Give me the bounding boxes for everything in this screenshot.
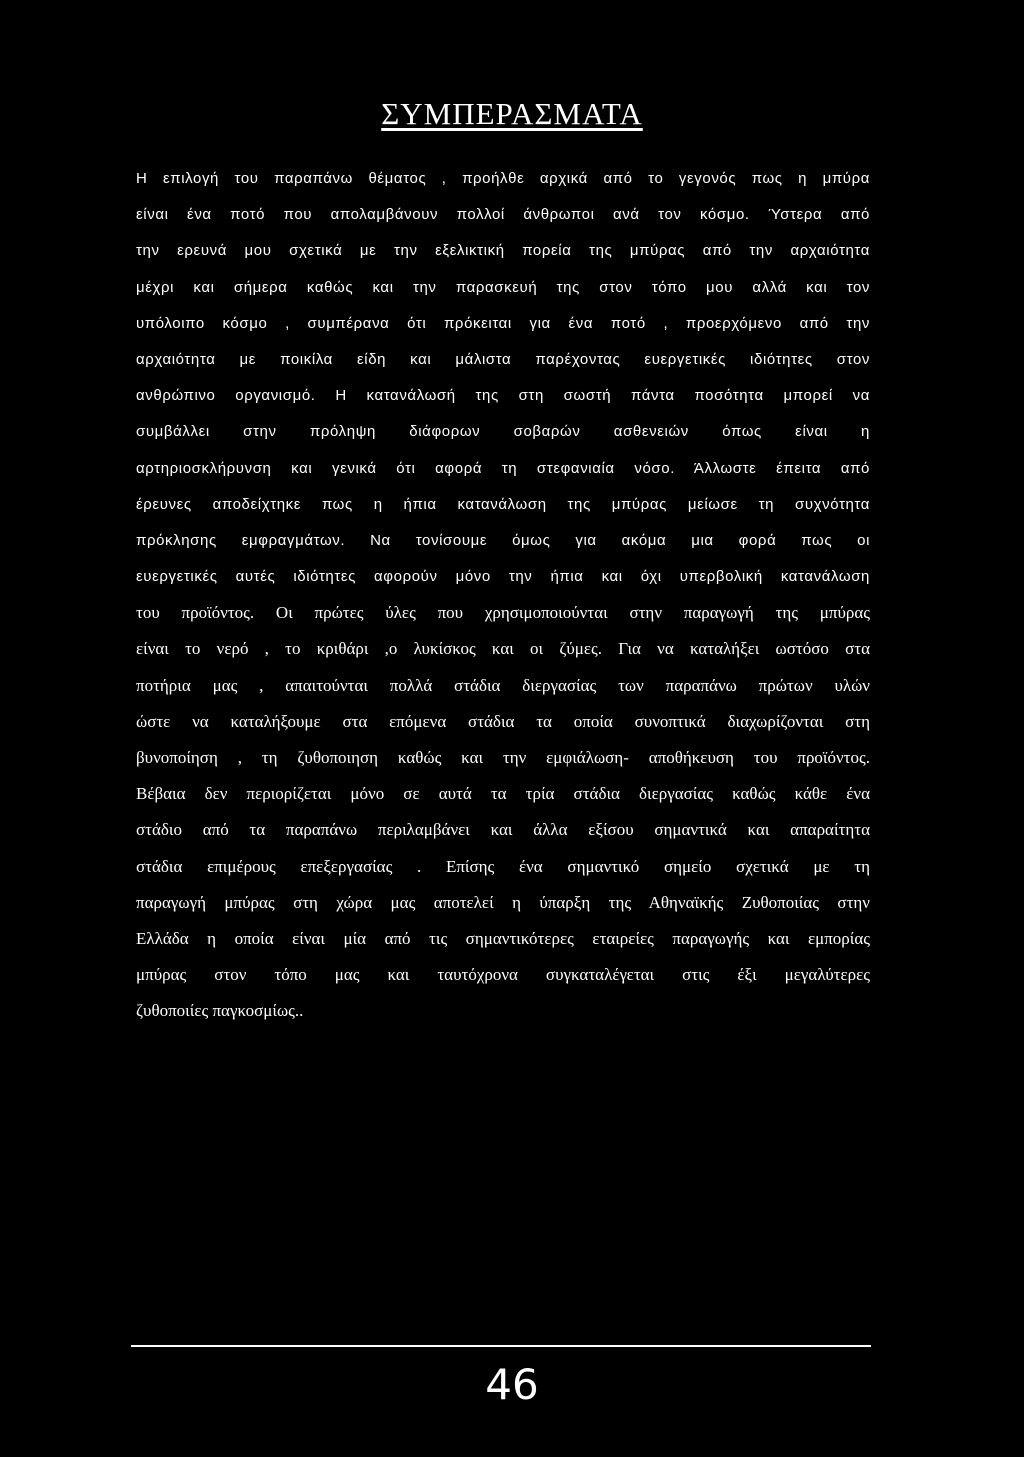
paragraph-line: αρχαιότητα με ποικίλα είδη και μάλιστα παρέχοντας ευεργετικές ιδιότητες στον: [136, 350, 870, 368]
paragraph-line: υπόλοιπο κόσμο , συμπέρανα ότι πρόκειται για ένα ποτό , προερχόμενο από την: [136, 314, 870, 332]
paragraph-line: είναι ένα ποτό που απολαμβάνουν πολλοί άνθρωποι ανά τον κόσμο. Ύστερα από: [136, 206, 870, 224]
footer-divider: [131, 1345, 871, 1347]
paragraph-line: έρευνες αποδείχτηκε πως η ήπια κατανάλωση της μπύρας μείωσε τη συχνότητα: [136, 495, 870, 513]
paragraph-line: ποτήρια μας , απαιτούνται πολλά στάδια διεργασίας των παραπάνω πρώτων υλών: [136, 675, 870, 695]
paragraph-line: ανθρώπινο οργανισμό. Η κατανάλωσή της στη σωστή πάντα ποσότητα μπορεί να: [136, 387, 870, 405]
paragraph-line: στάδια επιμέρους επεξεργασίας . Επίσης ένα σημαντικό σημείο σχετικά με τη: [136, 856, 870, 876]
paragraph-line: ζυθοποιίες παγκοσμίως..: [136, 1001, 304, 1021]
paragraph-line: βυνοποίηση , τη ζυθοποιηση καθώς και την εμφιάλωση- αποθήκευση του προϊόντος.: [136, 748, 870, 767]
paragraph-line: Η επιλογή του παραπάνω θέματος , προήλθε αρχικά από το γεγονός πως η μπύρα: [136, 170, 870, 187]
page-title: ΣΥΜΠΕΡΑΣΜΑΤΑ: [381, 96, 643, 131]
paragraph-line: συμβάλλει στην πρόληψη διάφορων σοβαρών ασθενειών όπως είναι η: [136, 423, 870, 441]
conclusions-paragraph: [136, 161, 870, 1030]
page-number: 46: [485, 1360, 539, 1409]
paragraph-line: είναι το νερό , το κριθάρι ,ο λυκίσκος και οι ζύμες. Για να καταλήξει ωστόσο στα: [136, 639, 870, 659]
paragraph-line: μπύρας στον τόπο μας και ταυτόχρονα συγκαταλέγεται στις έξι μεγαλύτερες: [136, 965, 870, 985]
paragraph-line: Ελλάδα η οποία είναι μία από τις σημαντικότερες εταιρείες παραγωγής και εμπορίας: [136, 928, 870, 948]
paragraph-line: ευεργετικές αυτές ιδιότητες αφορούν μόνο την ήπια και όχι υπερβολική κατανάλωση: [136, 568, 870, 586]
paragraph-line: αρτηριοσκλήρυνση και γενικά ότι αφορά τη στεφανιαία νόσο. Άλλωστε έπειτα από: [136, 459, 870, 477]
paragraph-line: Βέβαια δεν περιορίζεται μόνο σε αυτά τα τρία στάδια διεργασίας καθώς κάθε ένα: [136, 784, 870, 804]
paragraph-line: πρόκλησης εμφραγμάτων. Να τονίσουμε όμως για ακόμα μια φορά πως οι: [136, 531, 870, 549]
paragraph-line: παραγωγή μπύρας στη χώρα μας αποτελεί η ύπαρξη της Αθηναϊκής Ζυθοποιίας στην: [136, 892, 870, 912]
paragraph-line: του προϊόντος. Οι πρώτες ύλες που χρησιμοποιούνται στην παραγωγή της μπύρας: [136, 603, 870, 623]
paragraph-line: ώστε να καταλήξουμε στα επόμενα στάδια τα οποία συνοπτικά διαχωρίζονται στη: [136, 711, 870, 731]
paragraph-line: την ερευνά μου σχετικά με την εξελικτική πορεία της μπύρας από την αρχαιότητα: [136, 242, 870, 260]
paragraph-line: στάδιο από τα παραπάνω περιλαμβάνει και άλλα εξίσου σημαντικά και απαραίτητα: [136, 820, 870, 840]
paragraph-line: μέχρι και σήμερα καθώς και την παρασκευή της στον τόπο μου αλλά και τον: [136, 278, 870, 296]
